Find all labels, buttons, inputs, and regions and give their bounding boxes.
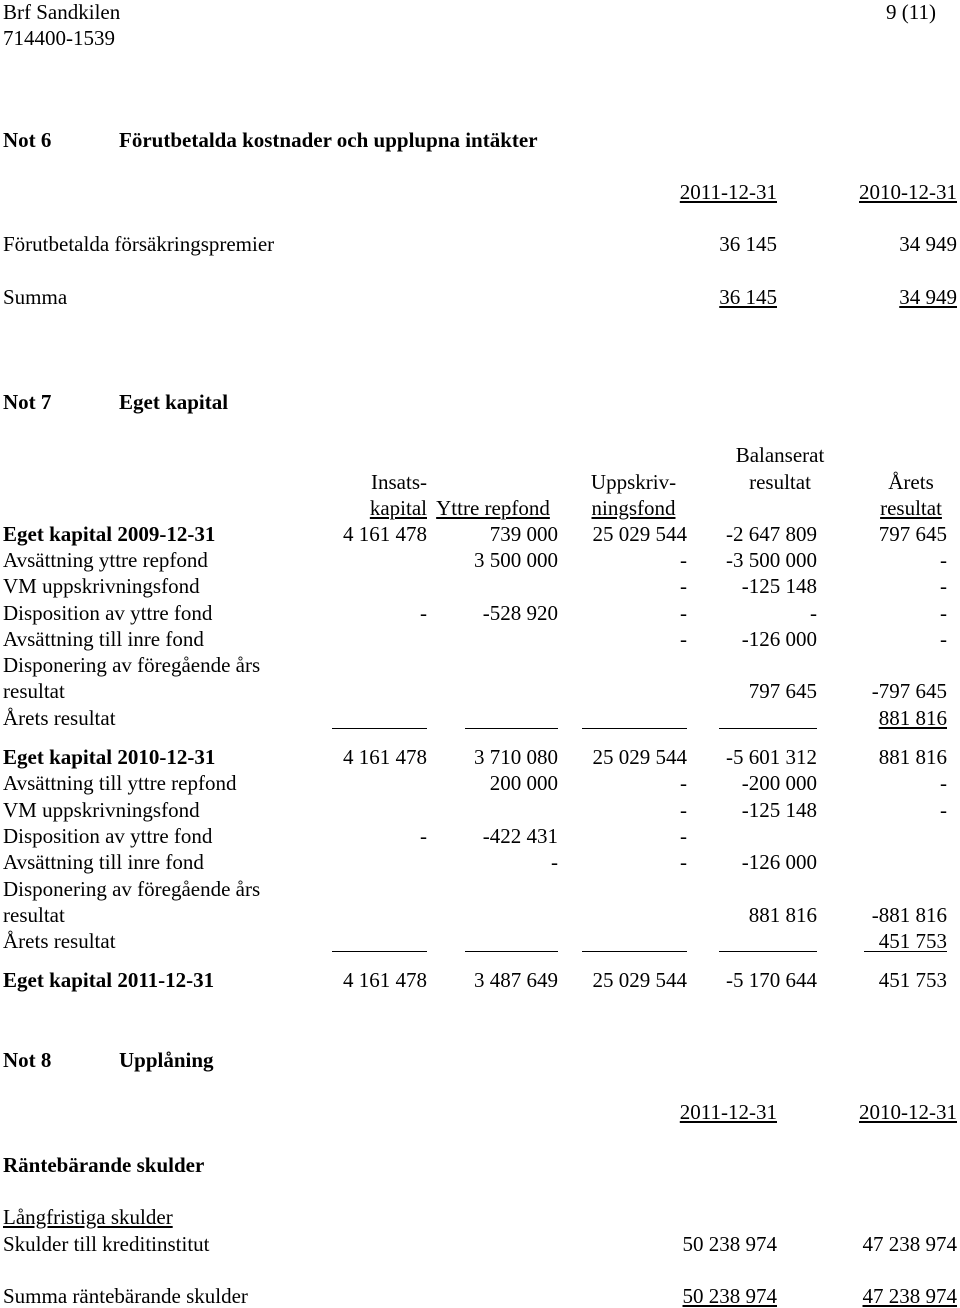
equity-cell: 4 161 478 bbox=[343, 968, 427, 992]
equity-row-label: Eget kapital 2011-12-31 bbox=[3, 968, 215, 992]
note7-number: Not 7 bbox=[3, 390, 52, 414]
equity-cell: 451 753 bbox=[878, 929, 947, 953]
equity-cell: - bbox=[940, 574, 947, 598]
equity-row-label: resultat bbox=[3, 679, 65, 703]
equity-cell: - bbox=[680, 824, 687, 848]
equity-cell: - bbox=[420, 601, 427, 625]
equity-cell: 25 029 544 bbox=[592, 968, 687, 992]
note6-col-2011: 2011-12-31 bbox=[679, 180, 777, 204]
equity-cell: - bbox=[680, 574, 687, 598]
note8-number: Not 8 bbox=[3, 1048, 52, 1072]
equity-cell: -126 000 bbox=[741, 850, 817, 874]
note6-row-label: Förutbetalda försäkringspremier bbox=[3, 232, 275, 256]
equity-cell: - bbox=[810, 601, 817, 625]
section-heading: Räntebärande skulder bbox=[3, 1153, 205, 1177]
equity-cell: - bbox=[420, 824, 427, 848]
note8-sum-2010: 47 238 974 bbox=[862, 1284, 957, 1308]
header-insats-2: kapital bbox=[369, 496, 427, 520]
subsection-heading: Långfristiga skulder bbox=[3, 1205, 173, 1229]
equity-row-label: Avsättning till inre fond bbox=[3, 850, 204, 874]
equity-cell: 200 000 bbox=[489, 771, 558, 795]
equity-cell: 25 029 544 bbox=[592, 745, 687, 769]
sum-rule bbox=[582, 951, 687, 952]
note8-row-label: Skulder till kreditinstitut bbox=[3, 1232, 210, 1256]
equity-cell: - bbox=[680, 771, 687, 795]
header-uppskriv-2: ningsfond bbox=[591, 496, 676, 520]
equity-cell: -881 816 bbox=[871, 903, 947, 927]
note6-title: Förutbetalda kostnader och upplupna intäkter bbox=[119, 128, 538, 152]
equity-cell: 881 816 bbox=[878, 745, 947, 769]
equity-row-label: VM uppskrivningsfond bbox=[3, 798, 200, 822]
equity-row-label: Eget kapital 2010-12-31 bbox=[3, 745, 216, 769]
equity-cell: 881 816 bbox=[878, 706, 947, 730]
equity-cell: 797 645 bbox=[748, 679, 817, 703]
equity-cell: -200 000 bbox=[741, 771, 817, 795]
equity-cell: 3 500 000 bbox=[474, 548, 558, 572]
equity-cell: 25 029 544 bbox=[592, 522, 687, 546]
equity-row-label: VM uppskrivningsfond bbox=[3, 574, 200, 598]
equity-cell: 4 161 478 bbox=[343, 522, 427, 546]
note6-row-2011: 36 145 bbox=[719, 232, 777, 256]
equity-cell: -125 148 bbox=[741, 798, 817, 822]
equity-cell: - bbox=[680, 627, 687, 651]
header-balans-2: resultat bbox=[749, 470, 811, 494]
header-arets-2: resultat bbox=[880, 496, 942, 520]
equity-cell: - bbox=[940, 548, 947, 572]
note7-title: Eget kapital bbox=[119, 390, 229, 414]
note8-col-2010: 2010-12-31 bbox=[859, 1100, 957, 1124]
equity-cell: - bbox=[680, 548, 687, 572]
note6-col-2010: 2010-12-31 bbox=[859, 180, 957, 204]
equity-cell: -5 601 312 bbox=[726, 745, 817, 769]
header-yttre-repfond: Yttre repfond bbox=[436, 496, 550, 520]
header-insats-1: Insats- bbox=[371, 470, 427, 494]
equity-cell: - bbox=[680, 798, 687, 822]
equity-cell: - bbox=[940, 771, 947, 795]
equity-cell: - bbox=[680, 850, 687, 874]
equity-cell: - bbox=[940, 601, 947, 625]
note8-title: Upplåning bbox=[119, 1048, 214, 1072]
note6-number: Not 6 bbox=[3, 128, 52, 152]
sum-rule bbox=[582, 728, 687, 729]
note8-col-2011: 2011-12-31 bbox=[679, 1100, 777, 1124]
sum-rule bbox=[465, 951, 558, 952]
sum-rule bbox=[719, 728, 817, 729]
equity-cell: 797 645 bbox=[878, 522, 947, 546]
equity-cell: 3 487 649 bbox=[474, 968, 558, 992]
equity-cell: 451 753 bbox=[878, 968, 947, 992]
equity-cell: -3 500 000 bbox=[726, 548, 817, 572]
equity-row-label: Disponering av föregående års bbox=[3, 653, 261, 677]
equity-row-label: Årets resultat bbox=[3, 929, 116, 953]
equity-cell: -797 645 bbox=[871, 679, 947, 703]
note8-row-2011: 50 238 974 bbox=[682, 1232, 777, 1256]
equity-row-label: Disposition av yttre fond bbox=[3, 601, 213, 625]
header-uppskriv-1: Uppskriv- bbox=[590, 470, 677, 494]
org-number: 714400-1539 bbox=[3, 26, 115, 50]
note6-sum-2010: 34 949 bbox=[899, 285, 957, 309]
equity-cell: -422 431 bbox=[482, 824, 558, 848]
note6-row-2010: 34 949 bbox=[899, 232, 957, 256]
equity-row-label: resultat bbox=[3, 903, 65, 927]
equity-cell: -125 148 bbox=[741, 574, 817, 598]
equity-cell: -5 170 644 bbox=[726, 968, 817, 992]
equity-cell: - bbox=[551, 850, 558, 874]
equity-cell: 739 000 bbox=[489, 522, 558, 546]
equity-cell: -126 000 bbox=[741, 627, 817, 651]
note6-sum-label: Summa bbox=[3, 285, 68, 309]
note8-sum-2011: 50 238 974 bbox=[682, 1284, 777, 1308]
equity-row-label: Disponering av föregående års bbox=[3, 877, 261, 901]
equity-cell: 3 710 080 bbox=[474, 745, 558, 769]
equity-row-label: Avsättning till inre fond bbox=[3, 627, 204, 651]
equity-cell: 881 816 bbox=[748, 903, 817, 927]
header-balans-1: Balanserat bbox=[735, 443, 825, 467]
page-number: 9 (11) bbox=[886, 0, 936, 24]
equity-cell: - bbox=[940, 627, 947, 651]
note8-row-2010: 47 238 974 bbox=[862, 1232, 957, 1256]
equity-cell: - bbox=[940, 798, 947, 822]
header-arets-1: Årets bbox=[888, 470, 934, 494]
equity-row-label: Avsättning yttre repfond bbox=[3, 548, 208, 572]
equity-row-label: Eget kapital 2009-12-31 bbox=[3, 522, 216, 546]
equity-row-label: Avsättning till yttre repfond bbox=[3, 771, 237, 795]
sum-rule bbox=[719, 951, 817, 952]
sum-rule bbox=[332, 728, 427, 729]
note8-sum-label: Summa räntebärande skulder bbox=[3, 1284, 248, 1308]
org-name: Brf Sandkilen bbox=[3, 0, 121, 24]
note6-sum-2011: 36 145 bbox=[719, 285, 777, 309]
equity-row-label: Årets resultat bbox=[3, 706, 116, 730]
equity-cell: 4 161 478 bbox=[343, 745, 427, 769]
equity-cell: -2 647 809 bbox=[726, 522, 817, 546]
sum-rule bbox=[332, 951, 427, 952]
equity-row-label: Disposition av yttre fond bbox=[3, 824, 213, 848]
equity-cell: -528 920 bbox=[482, 601, 558, 625]
sum-rule bbox=[465, 728, 558, 729]
equity-cell: - bbox=[680, 601, 687, 625]
